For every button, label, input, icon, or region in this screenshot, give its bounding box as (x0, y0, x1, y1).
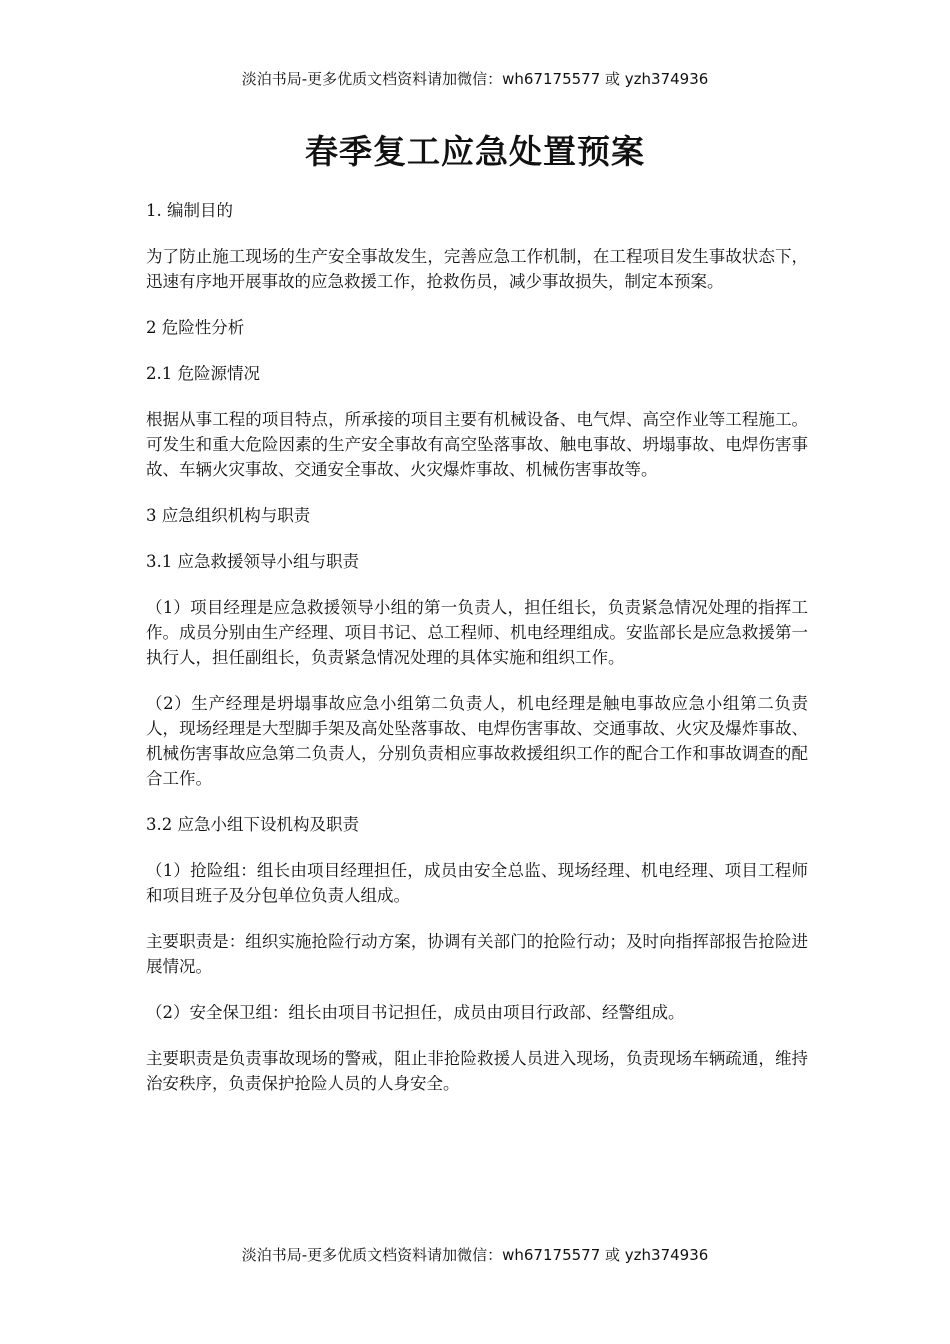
body-paragraph: 主要职责是负责事故现场的警戒，阻止非抢险救援人员进入现场，负责现场车辆疏通，维持治安秩序，负责保护抢险人员的人身安全。 (146, 1049, 808, 1093)
body-paragraph: 主要职责是：组织实施抢险行动方案，协调有关部门的抢险行动；及时向指挥部报告抢险进展情况。 (146, 932, 808, 976)
page-footer-watermark: 淡泊书局-更多优质文档资料请加微信：wh67175577 或 yzh374936 (241, 1246, 709, 1264)
section-heading-3: 3 应急组织机构与职责 (146, 506, 311, 525)
body-paragraph: （1）抢险组：组长由项目经理担任，成员由安全总监、现场经理、机电经理、项目工程师和项目班子及分包单位负责人组成。 (146, 861, 808, 905)
body-paragraph: （2）安全保卫组：组长由项目书记担任，成员由项目行政部、经警组成。 (146, 1003, 685, 1022)
body-paragraph: 根据从事工程的项目特点，所承接的项目主要有机械设备、电气焊、高空作业等工程施工。可发生和重大危险因素的生产安全事故有高空坠落事故、触电事故、坍塌事故、电焊伤害事故、车辆火灾事故、交通安全事故、火灾爆炸事故、机械伤害事故等。 (146, 410, 808, 479)
body-paragraph: 为了防止施工现场的生产安全事故发生，完善应急工作机制，在工程项目发生事故状态下，迅速有序地开展事故的应急救援工作，抢救伤员，减少事故损失，制定本预案。 (146, 247, 808, 291)
page-header-watermark: 淡泊书局-更多优质文档资料请加微信：wh67175577 或 yzh374936 (241, 70, 709, 88)
subsection-heading-3-2: 3.2 应急小组下设机构及职责 (146, 815, 359, 834)
subsection-heading-2-1: 2.1 危险源情况 (146, 364, 260, 383)
document-title: 春季复工应急处置预案 (305, 132, 645, 171)
document-body (146, 198, 808, 1117)
section-heading-2: 2 危险性分析 (146, 318, 245, 337)
section-heading-1: 1. 编制目的 (146, 201, 233, 220)
body-paragraph: （2）生产经理是坍塌事故应急小组第二负责人，机电经理是触电事故应急小组第二负责人，现场经理是大型脚手架及高处坠落事故、电焊伤害事故、交通事故、火灾及爆炸事故、机械伤害事故应急第二负责人，分别负责相应事故救援组织工作的配合工作和事故调查的配合工作。 (146, 694, 808, 788)
subsection-heading-3-1: 3.1 应急救援领导小组与职责 (146, 552, 359, 571)
body-paragraph: （1）项目经理是应急救援领导小组的第一负责人，担任组长，负责紧急情况处理的指挥工作。成员分别由生产经理、项目书记、总工程师、机电经理组成。安监部长是应急救援第一执行人，担任副组长，负责紧急情况处理的具体实施和组织工作。 (146, 598, 808, 667)
